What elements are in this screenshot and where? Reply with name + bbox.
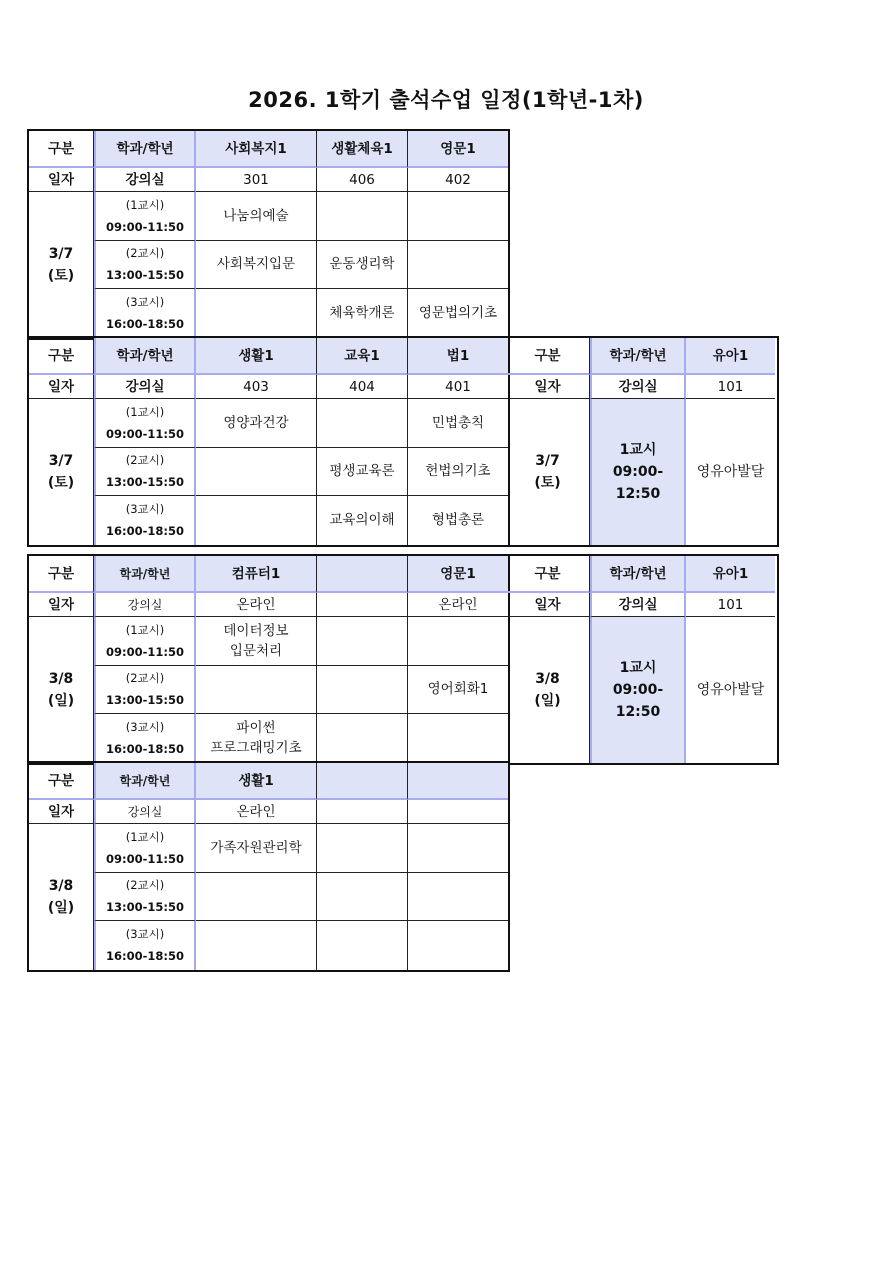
t1-period-cell-line: (2교시) xyxy=(125,246,165,261)
t2b-period-cell xyxy=(590,399,686,545)
t2-header-cell: 교육1 xyxy=(317,338,408,375)
t2b-header-cell: 유아1 xyxy=(686,338,775,375)
t2-period-cell-line: (2교시) xyxy=(125,453,165,468)
t1-room-cell: 강의실 xyxy=(94,168,196,192)
t1-period-cell-line: 09:00-11:50 xyxy=(106,219,184,234)
t2-date-cell xyxy=(29,399,94,545)
t1-subject-cell: 영문법의기초 xyxy=(418,305,498,322)
t1-period-cell-line: (3교시) xyxy=(125,295,165,310)
t3b-subject-cell: 영유아발달 xyxy=(696,681,765,698)
t4-subject-cell xyxy=(317,873,408,922)
t3-subject-cell-line: 프로그래밍기초 xyxy=(210,740,302,757)
t2b-header-cell: 학과/학년 xyxy=(590,338,686,375)
t1-period-cell-line: (1교시) xyxy=(125,197,165,212)
t3-header-cell: 학과/학년 xyxy=(94,556,196,593)
t1-period-cell xyxy=(94,289,196,338)
t2b-schedule-table xyxy=(506,336,779,547)
t1-header-cell: 학과/학년 xyxy=(94,131,196,168)
t4-header-cell: 학과/학년 xyxy=(94,763,196,800)
t2-header-cell: 학과/학년 xyxy=(94,338,196,375)
t2-period-cell-line: (1교시) xyxy=(125,404,165,419)
t4-room-cell: 일자 xyxy=(29,800,94,824)
t3-subject-cell-line: 파이썬 xyxy=(236,720,276,737)
t4-period-cell-line: 16:00-18:50 xyxy=(106,949,184,964)
t3-period-cell-line: 09:00-11:50 xyxy=(106,644,184,659)
t2-subject-cell xyxy=(196,496,317,545)
t2-room-cell: 강의실 xyxy=(94,375,196,399)
t4-period-cell xyxy=(94,824,196,873)
t3-room-cell: 강의실 xyxy=(94,593,196,617)
t1-header-cell: 사회복지1 xyxy=(196,131,317,168)
t4-subject-cell xyxy=(317,824,408,873)
t4-subject-cell xyxy=(408,824,508,873)
t3b-period-cell-line: 1교시 xyxy=(619,659,657,676)
t2-subject-cell: 민법총칙 xyxy=(408,399,508,448)
t4-subject-cell xyxy=(408,873,508,922)
t1-date-cell-line: (토) xyxy=(47,267,75,284)
t4-subject-cell: 가족자원관리학 xyxy=(196,824,317,873)
t4-subject-cell xyxy=(317,921,408,970)
t4-header-cell: 생활1 xyxy=(196,763,317,800)
t3-period-cell-line: (3교시) xyxy=(125,720,165,735)
page-title: 2026. 1학기 출석수업 일정(1학년-1차) xyxy=(248,88,644,112)
t3-date-cell-line: 3/8 xyxy=(48,670,74,687)
t2b-period-cell-line: 1교시 xyxy=(619,441,657,458)
t2-room-cell: 403 xyxy=(196,375,317,399)
t3b-room-cell: 강의실 xyxy=(590,593,686,617)
t2-schedule-table xyxy=(27,336,510,547)
t3b-date-cell-line: 3/8 xyxy=(535,670,560,687)
t4-room-cell: 온라인 xyxy=(196,800,317,824)
t1-subject-cell xyxy=(317,192,408,241)
t4-date-cell-line: 3/8 xyxy=(48,877,74,894)
t4-date-cell-line: (일) xyxy=(47,899,75,916)
t3b-schedule-table xyxy=(506,554,779,765)
t3-subject-cell xyxy=(408,617,508,666)
t1-period-cell xyxy=(94,241,196,290)
t3-subject-cell xyxy=(196,617,317,666)
t2-subject-cell: 형법총론 xyxy=(431,512,485,529)
t4-period-cell-line: (2교시) xyxy=(125,878,165,893)
t1-subject-cell xyxy=(408,241,508,290)
t1-subject-cell xyxy=(408,192,508,241)
t3-subject-cell xyxy=(317,617,408,666)
t4-period-cell xyxy=(94,873,196,922)
t3b-date-cell-line: (일) xyxy=(534,692,561,709)
t2-room-cell: 404 xyxy=(317,375,408,399)
t4-period-cell xyxy=(94,921,196,970)
t1-date-cell xyxy=(29,192,94,338)
t3-period-cell xyxy=(94,714,196,763)
t3-subject-cell xyxy=(196,714,317,763)
t1-room-cell: 402 xyxy=(408,168,508,192)
t2-date-cell-line: (토) xyxy=(47,474,75,491)
t2-room-cell: 일자 xyxy=(29,375,94,399)
t3-period-cell-line: 13:00-15:50 xyxy=(106,693,184,708)
t4-period-cell-line: (1교시) xyxy=(125,829,165,844)
t3-schedule-table xyxy=(27,554,510,765)
t4-date-cell xyxy=(29,824,94,970)
t2b-room-cell: 101 xyxy=(686,375,775,399)
t3-room-cell xyxy=(317,593,408,617)
t3b-period-cell xyxy=(590,617,686,763)
t4-subject-cell xyxy=(408,921,508,970)
t2b-header-cell: 구분 xyxy=(506,338,590,375)
t4-period-cell-line: (3교시) xyxy=(125,927,165,942)
t1-header-cell: 영문1 xyxy=(408,131,508,168)
t3b-room-cell: 일자 xyxy=(506,593,590,617)
t4-room-cell xyxy=(317,800,408,824)
t3-header-cell: 구분 xyxy=(29,556,94,593)
t3-subject-cell xyxy=(196,666,317,715)
t2b-date-cell xyxy=(506,399,590,545)
t3-room-cell: 온라인 xyxy=(408,593,508,617)
t1-period-cell-line: 13:00-15:50 xyxy=(106,268,184,283)
t1-header-cell: 구분 xyxy=(29,131,94,168)
t3-date-cell xyxy=(29,617,94,763)
t3b-date-cell xyxy=(506,617,590,763)
t3-header-cell: 영문1 xyxy=(408,556,508,593)
t1-subject-cell: 나눔의예술 xyxy=(196,192,317,241)
t2b-subject-cell: 영유아발달 xyxy=(696,463,765,480)
t1-date-cell-line: 3/7 xyxy=(48,245,74,262)
t1-schedule-table xyxy=(27,129,510,340)
t3-period-cell xyxy=(94,666,196,715)
t2-header-cell: 생활1 xyxy=(196,338,317,375)
t2-header-cell: 법1 xyxy=(408,338,508,375)
t3-room-cell: 온라인 xyxy=(196,593,317,617)
t3b-header-cell: 유아1 xyxy=(686,556,775,593)
t2-period-cell-line: 13:00-15:50 xyxy=(106,475,184,490)
t4-header-cell xyxy=(317,763,408,800)
t1-period-cell-line: 16:00-18:50 xyxy=(106,317,184,332)
t1-subject-cell xyxy=(196,289,317,338)
t3-subject-cell-line: 데이터정보 xyxy=(223,622,289,639)
t3-period-cell-line: 16:00-18:50 xyxy=(106,742,184,757)
t2-room-cell: 401 xyxy=(408,375,508,399)
t2b-date-cell-line: (토) xyxy=(534,474,561,491)
t2-subject-cell xyxy=(196,448,317,497)
t1-room-cell: 406 xyxy=(317,168,408,192)
t3-subject-cell xyxy=(317,714,408,763)
t1-period-cell xyxy=(94,192,196,241)
t3b-header-cell: 학과/학년 xyxy=(590,556,686,593)
t1-header-cell: 생활체육1 xyxy=(317,131,408,168)
t3-room-cell: 일자 xyxy=(29,593,94,617)
t2-date-cell-line: 3/7 xyxy=(48,452,74,469)
t2-period-cell xyxy=(94,496,196,545)
t3-subject-cell-line: 입문처리 xyxy=(229,642,283,659)
t4-subject-cell xyxy=(196,921,317,970)
t3-subject-cell: 영어회화1 xyxy=(408,666,508,715)
t4-subject-cell xyxy=(196,873,317,922)
t1-subject-cell: 사회복지입문 xyxy=(196,241,317,290)
t1-room-cell: 일자 xyxy=(29,168,94,192)
t2-subject-cell: 교육의이해 xyxy=(317,496,408,545)
t2-period-cell xyxy=(94,399,196,448)
t3-subject-cell xyxy=(317,666,408,715)
t2-subject-cell: 평생교육론 xyxy=(317,448,408,497)
t1-subject-cell: 운동생리학 xyxy=(317,241,408,290)
t3-header-cell: 컴퓨터1 xyxy=(196,556,317,593)
t2-subject-cell: 영양과건강 xyxy=(196,399,317,448)
t4-room-cell xyxy=(408,800,508,824)
t2-period-cell-line: 09:00-11:50 xyxy=(106,426,184,441)
t4-period-cell-line: 13:00-15:50 xyxy=(106,900,184,915)
t4-room-cell: 강의실 xyxy=(94,800,196,824)
t2-subject-cell xyxy=(317,399,408,448)
t3-subject-cell xyxy=(408,714,508,763)
t2-period-cell-line: 16:00-18:50 xyxy=(106,524,184,539)
t3-header-cell xyxy=(317,556,408,593)
t2-header-cell: 구분 xyxy=(29,338,94,375)
t2-period-cell xyxy=(94,448,196,497)
t2-subject-cell: 헌법의기초 xyxy=(408,448,508,497)
t3-period-cell-line: (2교시) xyxy=(125,671,165,686)
t3b-period-cell-line: 09:00-12:50 xyxy=(612,681,664,720)
t4-period-cell-line: 09:00-11:50 xyxy=(106,851,184,866)
t3-date-cell-line: (일) xyxy=(47,692,75,709)
t2b-period-cell-line: 09:00-12:50 xyxy=(612,463,664,502)
t4-header-cell: 구분 xyxy=(29,763,94,800)
t2-period-cell-line: (3교시) xyxy=(125,502,165,517)
t2b-room-cell: 강의실 xyxy=(590,375,686,399)
t3-period-cell xyxy=(94,617,196,666)
t4-header-cell xyxy=(408,763,508,800)
t2b-room-cell: 일자 xyxy=(506,375,590,399)
t1-subject-cell: 체육학개론 xyxy=(317,289,408,338)
t1-room-cell: 301 xyxy=(196,168,317,192)
t3b-header-cell: 구분 xyxy=(506,556,590,593)
t2b-date-cell-line: 3/7 xyxy=(535,452,560,469)
t3-period-cell-line: (1교시) xyxy=(125,622,165,637)
t3b-room-cell: 101 xyxy=(686,593,775,617)
t4-schedule-table xyxy=(27,761,510,972)
